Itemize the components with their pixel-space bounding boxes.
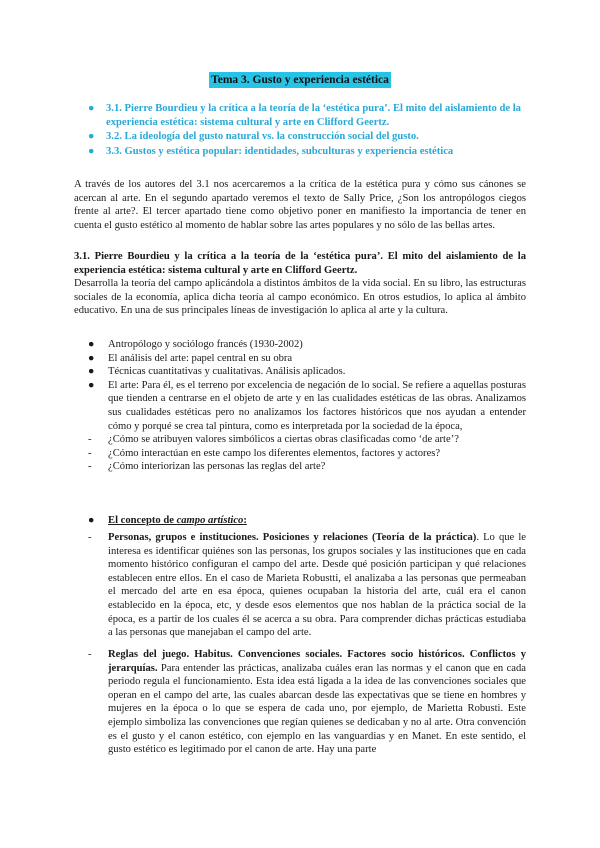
toc-item-1[interactable] [86, 102, 526, 129]
section-heading: 3.1. Pierre Bourdieu y la crítica a la teoría de la ‘estética pura’. El mito del aislamiento de la experiencia estética: sistema cultural y arte en Clifford Geertz. [74, 251, 526, 276]
concept-items-2 [74, 648, 526, 757]
bullet-icon: ● [88, 339, 95, 350]
concept-item-title: Reglas del juego. Habitus. Convenciones sociales. Factores socio históricos. Conflictos y jerarquías. [108, 649, 526, 674]
question-item: - ¿Cómo se atribuyen valores simbólicos a ciertas obras clasificadas como ‘de arte’? [88, 434, 459, 446]
table-of-contents [86, 102, 526, 159]
dash-icon: - [88, 461, 92, 473]
list-item: ● Antropólogo y sociólogo francés (1930-2002) [88, 339, 303, 350]
concept-items [74, 531, 526, 640]
document-title: Tema 3. Gusto y experiencia estética [211, 74, 389, 86]
bullet-icon: ● [88, 352, 95, 364]
toc-item-text: 3.1. Pierre Bourdieu y la crítica a la teoría de la ‘estética pura’. El mito del aislamiento de la experiencia estética: sistema cultural y arte en Clifford Geertz. [106, 103, 521, 128]
dash-icon: - [88, 532, 92, 543]
bullet-list [74, 338, 526, 474]
section-body: Desarrolla la teoría del campo aplicándola a distintos ámbitos de la vida social. En su libro, las estructuras sociales de la economía, aplica dicha teoría al campo económico. En otros estudios, lo aplica al ámbito educativo. En una de sus principales líneas de investigación lo aplica al arte y la cultura. [74, 278, 526, 317]
list-item: ● El análisis del arte: papel central en su obra [88, 352, 293, 364]
bullet-icon: ● [88, 379, 95, 391]
bullet-icon: ● [88, 131, 95, 142]
concept-item-title: Personas, grupos e instituciones. Posiciones y relaciones (Teoría de la práctica) [108, 532, 477, 543]
bullet-icon: ● [88, 366, 95, 378]
concept-item-text: . Lo que le interesa es identificar quiénes son las personas, los grupos sociales y las instituciones que en cada momento histórico configuran el campo del arte. Desde qué posición participan y qué relaciones establecen entre ellos. En el caso de Marieta Robustti, el analizaba a las personas que permeaban el mercado del arte en esa época, quienes ocupaban la historia del arte, cuál era el canon establecido en la época, etc, y desde esos elementos que nos hablan de la práctica social de la época, es a partir de los cuales él se acerca a su obra. Para comprender dichas prácticas estudiaba a las personas que manejaban el campo del arte. [108, 532, 526, 639]
list-item: ● Técnicas cuantitativas y cualitativas. Análisis aplicados. [88, 366, 346, 378]
bullet-icon: ● [88, 515, 95, 526]
title-wrapper [0, 70, 600, 88]
dash-icon: - [88, 447, 92, 459]
question-item: - ¿Cómo interactúan en este campo los diferentes elementos, factores y actores? [88, 447, 441, 459]
question-item: - ¿Cómo interiorizan las personas las reglas del arte? [88, 461, 326, 473]
concept-term: campo artístico [176, 515, 244, 526]
concept-item [74, 648, 526, 757]
dash-icon: - [88, 649, 92, 660]
concept-item [74, 531, 526, 640]
toc-item-2[interactable] [86, 130, 526, 144]
dash-icon: - [88, 434, 92, 446]
bullet-icon: ● [88, 145, 95, 157]
concept-list [74, 514, 526, 528]
list-item: ● El arte: Para él, es el terreno por excelencia de negación de lo social. Se refiere a aquellas posturas que tienden a centrarse en el objeto de arte y en las cualidades estéticas de las obras. Analizamos sus cualidades estéticas pero no analizamos los factores históricos que nos ayudan a entender cómo y porqué se crea tal pintura, como es interpretada por la sociedad de la época, [88, 379, 526, 432]
bullet-icon: ● [88, 103, 95, 114]
intro-paragraph: A través de los autores del 3.1 nos acercaremos a la crítica de la estética pura y cómo sus cánones se acercan al arte. En el segundo apartado veremos el texto de Sally Price, ¿Son los antropólogos ciegos frente al arte?. El tercer apartado tiene como objetivo poner en manifiesto la importancia de tener en cuenta el gusto estético al momento de hablar sobre las artes populares y no sólo de las bellas artes. [74, 179, 526, 231]
toc-item-text: 3.2. La ideología del gusto natural vs. la construcción social del gusto. [106, 131, 419, 142]
concept-heading: ● El concepto de campo artístico: [88, 515, 247, 526]
toc-item-3[interactable] [86, 145, 526, 159]
toc-item-text: 3.3. Gustos y estética popular: identidades, subculturas y experiencia estética [106, 145, 454, 157]
concept-item-text: Para entender las prácticas, analizaba cuáles eran las normas y el canon que en cada periodo regula el funcionamiento. Esta idea está ligada a la idea de las convenciones sociales que operan en el campo del arte, las cuales abarcan desde las expectativas que se tiene en hombres y mujeres en la época o lo que se espera de cada uno, por ejemplo, de Marietta Robusti. Este ejemplo simboliza las convenciones que regían quienes se dedicaban y no al arte. Otra convención es el gusto y el canon estético, con ejemplo en las vanguardias y en Manet. En este sentido, el gusto estético es legitimado por el canon de arte. Hay una parte [108, 662, 526, 756]
